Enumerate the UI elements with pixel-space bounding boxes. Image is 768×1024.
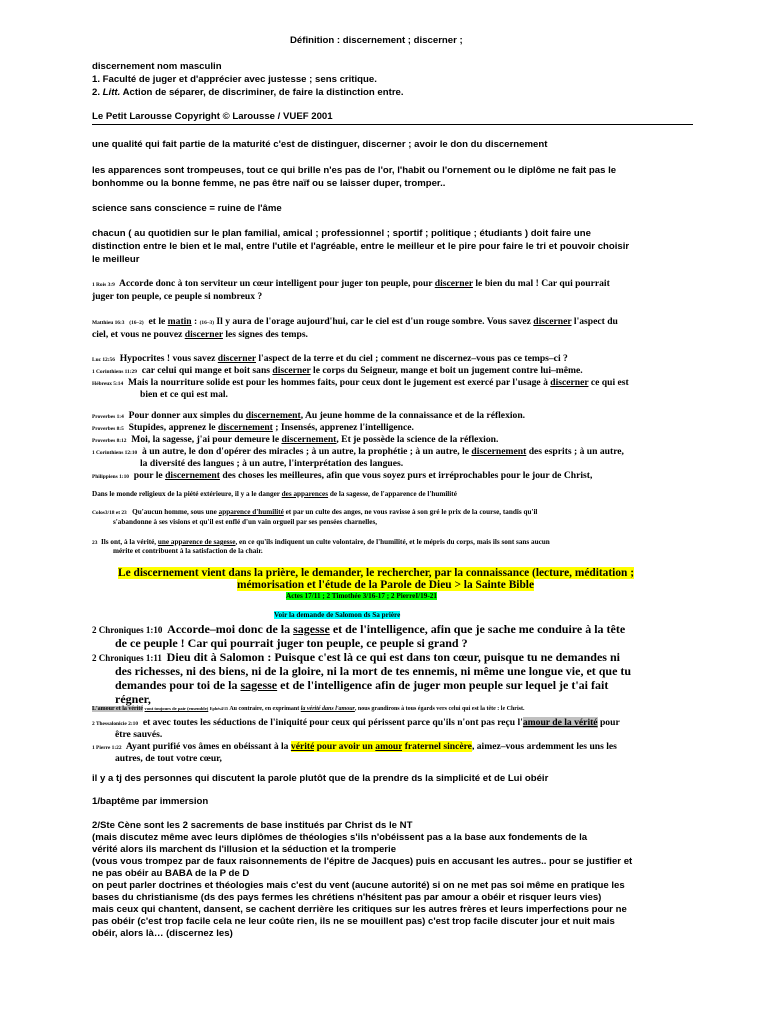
verse-underlined: la vérité dans l'amour — [300, 706, 355, 712]
verse-colossiens-cont: s'abandonne à ses visions et qu'il est enflé d'un vain orgueil par ses pensées charnelles, — [113, 518, 378, 526]
verse-text: Accorde donc à ton serviteur un cœur intelligent pour juger ton peuple, pour — [119, 278, 435, 289]
verse-ref: 1 Rois 3:9 — [92, 282, 115, 288]
verse-underlined: discerner — [184, 329, 223, 340]
verse-highlight: fraternel sincère — [402, 741, 472, 752]
verse-underlined: apparence d'humilité — [218, 508, 284, 516]
verse-text: Moi, la sagesse, j'ai pour demeure le — [131, 434, 282, 445]
end-paragraph-2: 1/baptême par immersion — [92, 796, 209, 807]
verse-underlined: une apparence de sagesse — [157, 538, 236, 546]
end-paragraph-1: il y a tj des personnes qui discutent la parole plutôt que de la prendre ds la simplicité et de Lui obéir — [92, 773, 549, 784]
verse-text: Accorde–moi donc de la — [167, 622, 294, 636]
verse-ref: Philippiens 1:10 — [92, 474, 129, 480]
verse-ref: 23 — [92, 540, 98, 546]
verse-underlined: discernement — [281, 434, 337, 445]
end-paragraph-5: vérité alors ils marchent ds l'illusion et la séduction et la tromperie — [92, 844, 397, 855]
definition-head: discernement nom masculin — [92, 61, 222, 72]
verse-text: : — [191, 316, 200, 327]
verse-underlined: sagesse — [240, 678, 278, 692]
verse-ref: 2 Chroniques 1:11 — [92, 653, 162, 663]
end-paragraph-6: (vous vous trompez par de faux raisonnements de l'épitre de Jacques) puis en accusant les autres.. pour se justifier et — [92, 856, 633, 867]
verse-text: , Au jeune homme de la connaissance et de la réflexion. — [300, 410, 526, 421]
divider — [92, 124, 693, 125]
verse-1-pierre-cont: autres, de tout votre cœur, — [115, 753, 222, 764]
verse-text: Stupides, apprenez le — [128, 422, 218, 433]
salomon-note-text: Voir la demande de Salomon ds Sa prière — [274, 611, 401, 619]
verse-2-chroniques-1-11-line-4: régner, — [115, 692, 151, 706]
verse-matthieu — [92, 316, 618, 327]
verse-text: Dieu dit à Salomon : Puisque c'est là ce qui est dans ton cœur, puisque tu ne demandes ni — [166, 650, 620, 664]
verse-text: et de l'intelligence, afin que je sache me conduire à la tête — [329, 622, 626, 636]
verse-highlight: pour avoir un — [314, 741, 376, 752]
verse-1-corinthiens-11 — [92, 365, 583, 376]
amour-verite-underlined: vont toujours de pair (ensemble) — [144, 706, 209, 711]
end-paragraph-9: bases du christianisme (ds des pays fermes les chrétiens n'hésitent pas par amour a obéir et risquer leurs vies) — [92, 892, 602, 903]
verse-philippiens — [92, 470, 592, 481]
definition-item-2 — [92, 87, 404, 98]
paragraph-underlined: des apparences — [281, 490, 329, 498]
verse-colossiens-23 — [92, 538, 550, 546]
verse-text: ; Insensés, apprenez l'intelligence. — [272, 422, 414, 433]
verse-ref: (16–2) — [129, 320, 144, 326]
verse-text: , aimez–vous ardemment les uns les — [471, 741, 617, 752]
verse-underlined: discerner — [434, 278, 473, 289]
end-paragraph-3: 2/Ste Cène sont les 2 sacrements de base institués par Christ ds le NT — [92, 820, 413, 831]
page-title: Définition : discernement ; discerner ; — [290, 35, 463, 46]
verse-ref: Proverbes 8:5 — [92, 426, 124, 432]
verse-ref: Hébreux 5:14 — [92, 381, 124, 387]
verse-text: les signes des temps. — [222, 329, 308, 340]
verse-text: Ils ont, à la vérité, — [100, 538, 158, 546]
highlight-references — [286, 592, 437, 600]
verse-underlined: vérité — [290, 741, 315, 752]
verse-text: des esprits ; à un autre, — [526, 446, 624, 457]
religious-paragraph — [92, 490, 457, 498]
definition-item-2-litt: Litt. — [102, 87, 121, 98]
definition-item-1: 1. Faculté de juger et d'apprécier avec justesse ; sens critique. — [92, 74, 377, 85]
verse-text: le bien du mal ! Car qui pourrait — [472, 278, 610, 289]
intro-paragraph-3: science sans conscience = ruine de l'âme — [92, 203, 282, 214]
verse-1-corinthiens-12 — [92, 446, 624, 457]
intro-paragraph-2b: bonhomme ou la bonne femme, ne pas être naïf ou se laisser duper, tromper.. — [92, 178, 446, 189]
verse-text: Hypocrites ! vous savez — [119, 353, 218, 364]
intro-paragraph-2a: les apparences sont trompeuses, tout ce qui brille n'es pas de l'or, l'habit ou l'ornement ou le diplôme ne fait pas le — [92, 165, 617, 176]
highlight-text: Le discernement vient dans la prière, le demander, le rechercher, par la connaissance (lecture, méditation ; — [118, 567, 634, 579]
verse-text: Au contraire, en exprimant — [229, 706, 301, 712]
verse-text: car celui qui mange et boit sans — [141, 365, 273, 376]
verse-1-rois — [92, 278, 610, 289]
amour-verite-line — [92, 706, 524, 712]
verse-2-chroniques-1-11-line-2: des richesses, ni des biens, ni de la gloire, ni la mort de tes ennemis, ni même une longue vie, et que tu — [115, 664, 632, 678]
verse-2-thessaloniciens — [92, 717, 620, 728]
verse-ref: Matthieu 16:3 — [92, 320, 125, 326]
highlight-line-2 — [237, 579, 534, 591]
end-paragraph-8: on peut parler doctrines et théologies mais c'est du vent (aucune autorité) si on ne met pas soi même en pratique les — [92, 880, 625, 891]
verse-proverbes-8-5 — [92, 422, 414, 433]
verse-text: et de l'intelligence afin de juger mon peuple sur lequel je t'ai fait — [277, 678, 609, 692]
verse-text: Qu'aucun homme, sous une — [132, 508, 219, 516]
highlight-refs-text: Actes 17/11 ; 2 Timothée 3/16-17 ; 2 PierreI/19-21 — [286, 592, 437, 600]
verse-ref: Luc 12:56 — [92, 357, 115, 363]
verse-proverbes-1-4 — [92, 410, 525, 421]
verse-1-pierre — [92, 741, 617, 752]
verse-underlined: discernement — [471, 446, 527, 457]
verse-underlined: discernement — [217, 422, 273, 433]
verse-text: , en ce qu'ils indiquent un culte volontaire, de l'humilité, et le mépris du corps, mais ils sont sans aucun — [235, 538, 550, 546]
end-paragraph-10: mais ceux qui chantent, dansent, se cachent derrière les critiques sur les autres frères et leurs imperfections pour ne — [92, 904, 627, 915]
verse-ref: (16–3) — [199, 320, 215, 326]
verse-text: Il y aura de l'orage aujourd'hui, car le ciel est d'un rouge sombre. Vous savez — [214, 316, 534, 327]
verse-colossiens-23-cont: mérite et contribuent à la satisfaction de la chair. — [113, 547, 263, 555]
verse-text: pour le — [133, 470, 166, 481]
verse-2-chroniques-1-10 — [92, 622, 625, 637]
verse-underlined: discernement — [245, 410, 301, 421]
highlight-text: mémorisation et l'étude de la Parole de Dieu > la Sainte Bible — [237, 579, 535, 591]
verse-2-thessaloniciens-cont: être sauvés. — [115, 729, 163, 740]
verse-ref: Proverbes 8:12 — [92, 438, 127, 444]
verse-underlined: amour — [375, 741, 403, 752]
verse-underlined: discerner — [217, 353, 256, 364]
verse-2-chroniques-1-11 — [92, 650, 620, 665]
verse-ref: Colos3/18 et 23 — [92, 510, 127, 516]
verse-text: et par un culte des anges, ne vous ravisse à son gré le prix de la course, tandis qu'il — [283, 508, 538, 516]
verse-underlined: discerner — [272, 365, 311, 376]
verse-text: le corps du Seigneur, mange et boit un jugement contre lui–même. — [310, 365, 583, 376]
salomon-note — [274, 611, 400, 619]
verse-text: l'aspect du — [571, 316, 618, 327]
verse-text: et le — [148, 316, 168, 327]
verse-text: des choses les meilleures, afin que vous soyez purs et irréprochables pour le jour de Christ, — [219, 470, 593, 481]
verse-underlined: sagesse — [293, 622, 330, 636]
verse-luc — [92, 353, 568, 364]
verse-text: Mais la nourriture solide est pour les hommes faits, pour ceux dont le jugement est exercé par l'usage à — [128, 377, 551, 388]
end-paragraph-7: ne pas obéir au BABA de la P de D — [92, 868, 250, 879]
verse-2-chroniques-1-10-cont: de ce peuple ! Car qui pourrait juger ton peuple, ce peuple si grand ? — [115, 636, 468, 650]
intro-paragraph-1: une qualité qui fait partie de la maturité c'est de distinguer, discerner ; avoir le don du discernement — [92, 139, 548, 150]
intro-paragraph-4a: chacun ( au quotidien sur le plan familial, amical ; professionnel ; sportif ; politique ; étudiants ) doit faire une — [92, 228, 591, 239]
definition-source: Le Petit Larousse Copyright © Larousse / VUEF 2001 — [92, 111, 333, 122]
intro-paragraph-4c: le meilleur — [92, 254, 140, 265]
verse-underlined: amour de la vérité — [522, 717, 598, 728]
verse-text: , nous grandirons à tous égards vers celui qui est la tête : le Christ. — [354, 706, 525, 712]
verse-text: ciel, et vous ne pouvez — [92, 329, 185, 340]
verse-colossiens — [92, 508, 537, 516]
highlight-line-1 — [118, 567, 634, 579]
verse-text: ce qui est — [588, 377, 629, 388]
verse-text: et avec toutes les séductions de l'iniquité pour ceux qui périssent parce qu'ils n'ont pas reçu l' — [142, 717, 523, 728]
verse-text: à un autre, le don d'opérer des miracles ; à un autre, la prophétie ; à un autre, le — [142, 446, 472, 457]
amour-verite-label: L'amour et la vérité — [92, 706, 144, 712]
end-paragraph-12: obéir, alors là… (discernez les) — [92, 928, 233, 939]
verse-1-rois-cont: juger ton peuple, ce peuple si nombreux ? — [92, 291, 263, 302]
verse-ref: Proverbes 1:4 — [92, 414, 124, 420]
end-paragraph-11: pas obéir (c'est trop facile cela ne leur coûte rien, ils ne se mouillent pas) c'est trop facile discuter jour et nuit mais — [92, 916, 615, 927]
verse-proverbes-8-12 — [92, 434, 498, 445]
verse-ref: 1 Corinthiens 12:10 — [92, 450, 138, 456]
definition-item-2-text: Action de séparer, de discriminer, de faire la distinction entre. — [120, 87, 404, 98]
verse-underlined: discerner — [550, 377, 589, 388]
verse-1-corinthiens-12-cont: la diversité des langues ; à un autre, l'interprétation des langues. — [140, 458, 404, 469]
end-paragraph-4: (mais discutez même avec leurs diplômes de théologies s'ils n'obéissent pas a la base aux fondements de la — [92, 832, 588, 843]
verse-text: Pour donner aux simples du — [128, 410, 246, 421]
verse-ref: Ephés4/15 — [209, 706, 229, 711]
verse-ref: 2 Chroniques 1:10 — [92, 625, 163, 635]
verse-text: demandes pour toi de la — [115, 678, 241, 692]
paragraph-text: de la sagesse, de l'apparence de l'humilité — [328, 490, 457, 498]
verse-underlined: discerner — [533, 316, 572, 327]
intro-paragraph-4b: distinction entre le bien et le mal, entre l'utile et l'agréable, entre le meilleur et le pire pour faire le tri et pouvoir choisir — [92, 241, 630, 252]
verse-text: Ayant purifié vos âmes en obéissant à la — [125, 741, 291, 752]
verse-hebreux-cont: bien et ce qui est mal. — [140, 389, 228, 400]
verse-text: , Et je possède la science de la réflexion. — [336, 434, 499, 445]
verse-text: l'aspect de la terre et du ciel ; comment ne discernez–vous pas ce temps–ci ? — [255, 353, 568, 364]
verse-hebreux — [92, 377, 629, 388]
verse-ref: 2 Thessalonicie 2:10 — [92, 721, 139, 727]
verse-ref: 1 Pierre 1:22 — [92, 745, 122, 751]
definition-item-2-number: 2. — [92, 87, 103, 98]
verse-underlined: discernement — [165, 470, 220, 481]
verse-text: pour — [597, 717, 620, 728]
verse-underlined: matin — [167, 316, 192, 327]
verse-2-chroniques-1-11-line-3 — [115, 678, 608, 693]
verse-matthieu-cont — [92, 329, 308, 340]
paragraph-text: Dans le monde religieux de la piété extérieure, il y a le danger — [92, 490, 282, 498]
verse-ref: 1 Corinthiens 11:29 — [92, 369, 137, 375]
